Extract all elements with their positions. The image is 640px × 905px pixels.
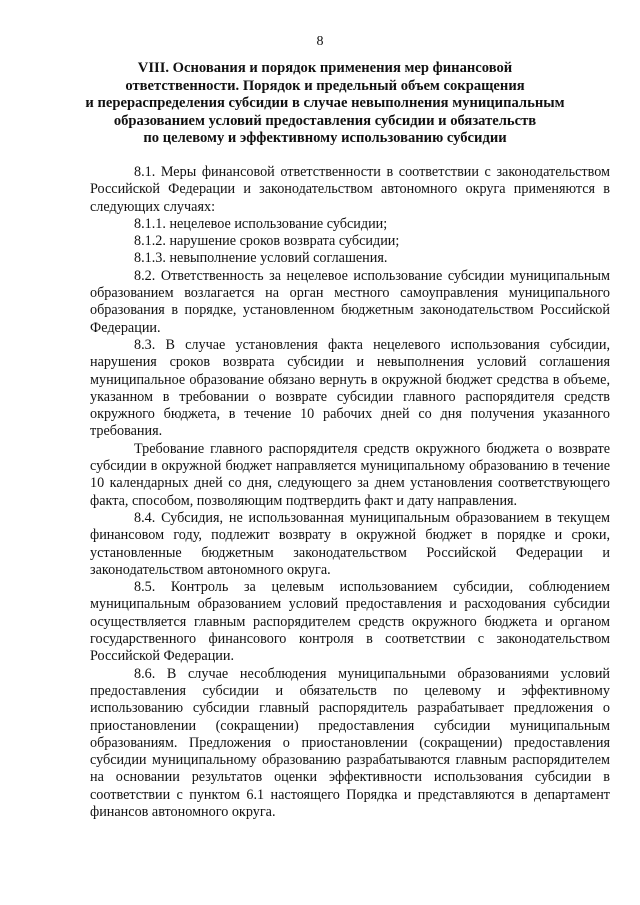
paragraph-8-3: 8.3. В случае установления факта нецелевого использования субсидии, нарушения сроков возврата субсидии и невыполнения условий соглашения муниципальное образование обязано вернуть в окружной бюджет средства в объеме, указанном в требовании о возврате субсидии главного распорядителя средств окружного бюджета, в течение 10 рабочих дней со дня получения указанного требования. xyxy=(90,336,610,440)
heading-line: VIII. Основания и порядок применения мер финансовой xyxy=(137,60,513,76)
paragraph-8-1-1: 8.1.1. нецелевое использование субсидии; xyxy=(134,215,388,232)
paragraph-8-2: 8.2. Ответственность за нецелевое использование субсидии муниципальным образованием возлагается на орган местного самоуправления муниципального образования в порядке, установленном бюджетным законодательством Российской Федерации. xyxy=(90,267,610,336)
heading-line: и перераспределения субсидии в случае невыполнения муниципальным xyxy=(85,95,565,112)
paragraph-8-6: 8.6. В случае несоблюдения муниципальными образованиями условий предоставления субсидии и обязательств по целевому и эффективному использованию субсидии главный распорядитель разрабатывает предложения о приостановлении (сокращении) предоставления субсидии муниципальным образованиям. Предложения о приостановлении (сокращении) предоставления субсидии муниципальному образованию разрабатываются главным распорядителем на основании результатов оценки эффективности использования субсидии в соответствии с пунктом 6.1 настоящего Порядка и представляются в департамент финансов автономного округа. xyxy=(90,665,610,820)
paragraph-8-1-3: 8.1.3. невыполнение условий соглашения. xyxy=(134,250,388,267)
paragraph-8-3-requirement: Требование главного распорядителя средств окружного бюджета о возврате субсидии в окружной бюджет направляется муниципальному образованию в течение 10 календарных дней со дня, следующего за днем установления соответствующего факта, способом, позволяющим подтвердить факт и дату направления. xyxy=(90,440,610,509)
page-number: 8 xyxy=(316,34,324,49)
paragraph-8-4: 8.4. Субсидия, не использованная муниципальным образованием в текущем финансовом году, подлежит возврату в окружной бюджет в порядке и сроки, установленные бюджетным законодательством Российской Федерации и законодательством автономного округа. xyxy=(90,509,610,578)
section-heading xyxy=(70,60,580,148)
paragraph-8-5: 8.5. Контроль за целевым использованием субсидии, соблюдением муниципальным образованием условий предоставления и расходования субсидии осуществляется главным распорядителем средств окружного бюджета и органом государственного финансового контроля в соответствии с законодательством Российской Федерации. xyxy=(90,579,610,665)
heading-line: ответственности. Порядок и предельный объем сокращения xyxy=(125,77,525,94)
heading-line: по целевому и эффективному использованию субсидии xyxy=(143,130,507,147)
paragraph-8-1: 8.1. Меры финансовой ответственности в соответствии с законодательством Российской Федерации и законодательством автономного округа применяются в следующих случаях: xyxy=(90,164,610,215)
paragraph-8-1-2: 8.1.2. нарушение сроков возврата субсидии; xyxy=(134,233,400,250)
heading-line: образованием условий предоставления субсидии и обязательств xyxy=(113,112,537,129)
document-body xyxy=(90,164,610,821)
